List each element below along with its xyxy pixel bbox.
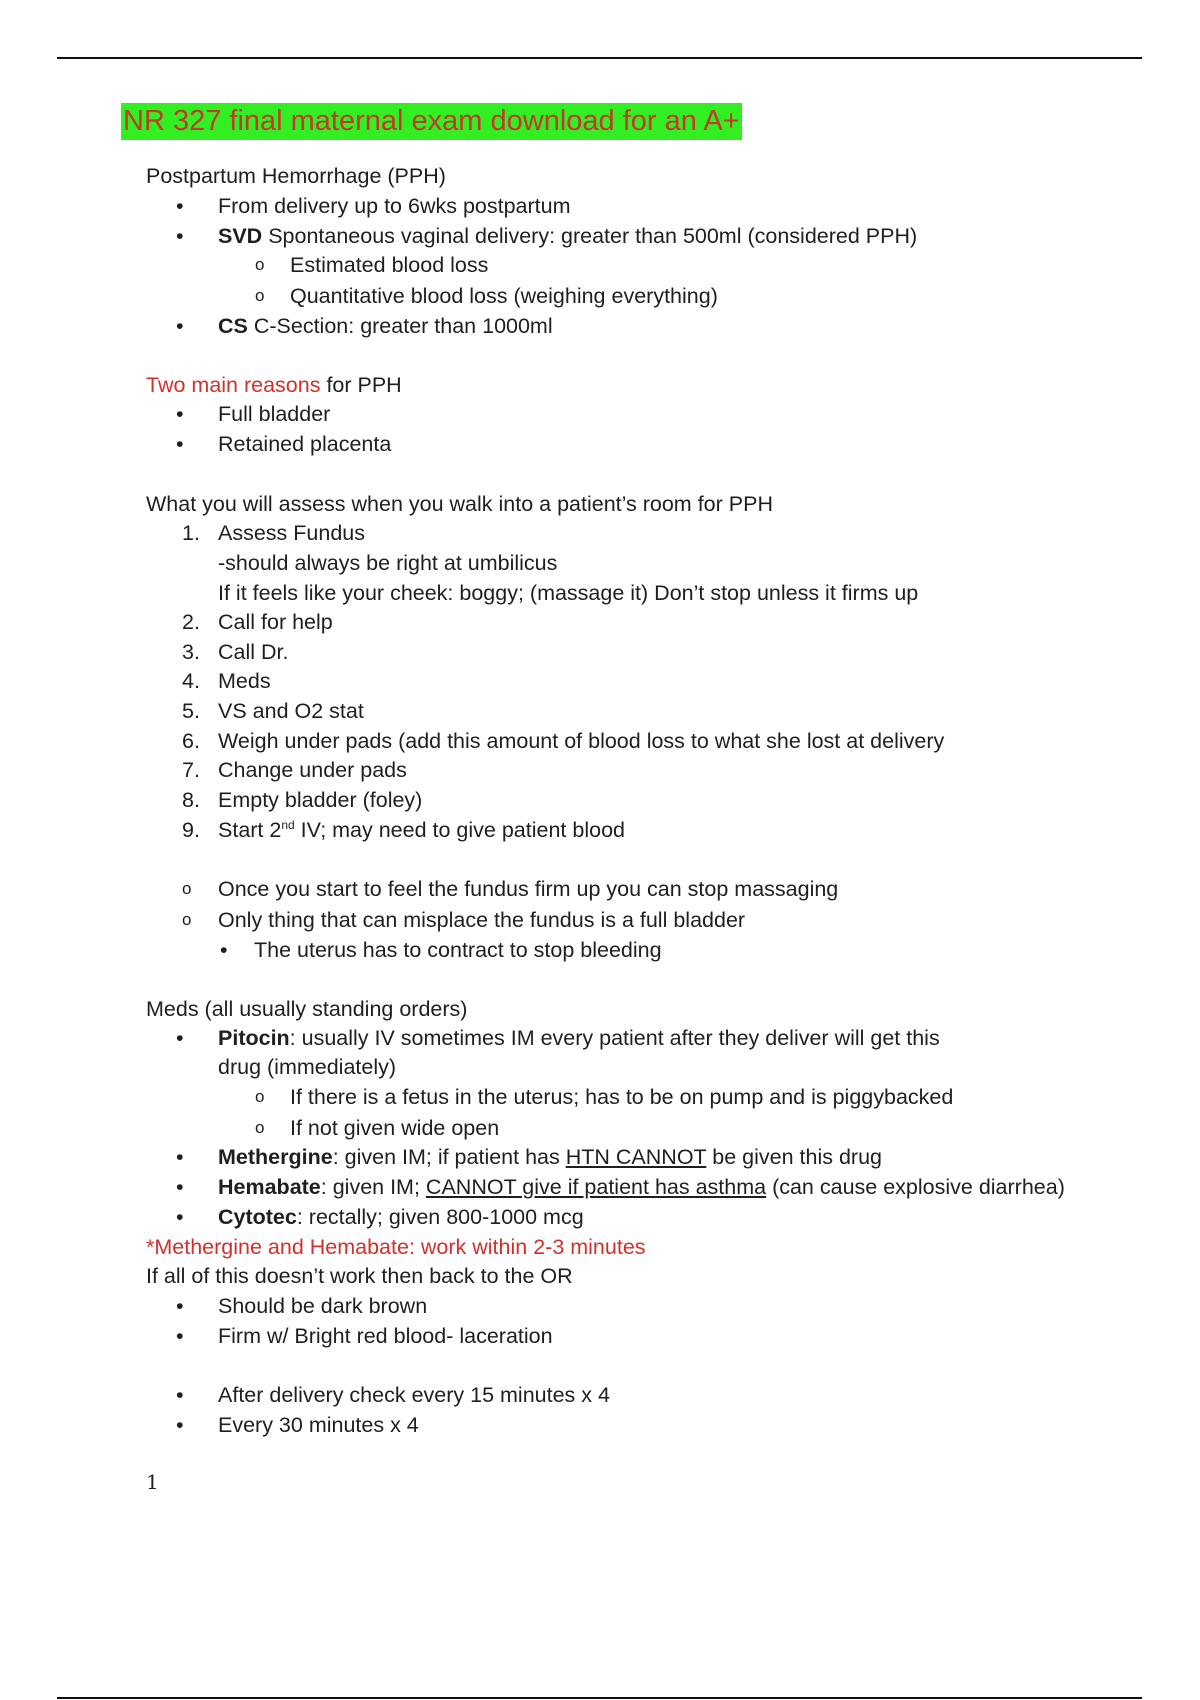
assess-heading: What you will assess when you walk into a patient’s room for PPH — [146, 492, 773, 516]
assess-item-2: Call for help — [218, 610, 333, 634]
bullet-marker: • — [176, 1324, 184, 1348]
assess-item-3: Call Dr. — [218, 640, 289, 664]
document-title: NR 327 final maternal exam download for an A+ — [121, 103, 742, 140]
assess-item-1: Assess Fundus — [218, 521, 365, 545]
bullet-marker: • — [176, 314, 184, 338]
circle-marker: o — [255, 255, 265, 274]
reasons-heading: Two main reasons for PPH — [146, 373, 402, 397]
circle-marker: o — [182, 879, 192, 898]
list-number: 9. — [182, 818, 200, 842]
assess-item-9: Start 2nd IV; may need to give patient blood — [218, 817, 625, 842]
pph-bullet-cs: CS C-Section: greater than 1000ml — [218, 314, 553, 338]
assess-item-1-note-b: If it feels like your cheek: boggy; (massage it) Don’t stop unless it firms up — [218, 581, 919, 605]
med-pitocin-sub-2: If not given wide open — [290, 1116, 500, 1140]
meds-note: *Methergine and Hemabate: work within 2-3 minutes — [146, 1235, 646, 1259]
med-hemabate: Hemabate: given IM; CANNOT give if patient has asthma (can cause explosive diarrhea) — [218, 1175, 1065, 1199]
bullet-marker: • — [176, 1145, 184, 1169]
list-number: 5. — [182, 699, 200, 723]
check-item: Every 30 minutes x 4 — [218, 1413, 419, 1437]
med-pitocin: Pitocin: usually IV sometimes IM every patient after they deliver will get this — [218, 1026, 940, 1050]
assess-item-6: Weigh under pads (add this amount of blood loss to what she lost at delivery — [218, 729, 945, 753]
circle-marker: o — [255, 1118, 265, 1137]
page-number: 1 — [146, 1470, 159, 1494]
pph-bullet-1: From delivery up to 6wks postpartum — [218, 194, 571, 218]
circle-marker: o — [255, 286, 265, 305]
med-pitocin-cont: drug (immediately) — [218, 1055, 397, 1079]
circle-marker: o — [255, 1087, 265, 1106]
bullet-marker: • — [176, 1026, 184, 1050]
bullet-marker: • — [176, 1294, 184, 1318]
or-item: Should be dark brown — [218, 1294, 428, 1318]
bullet-marker: • — [176, 224, 184, 248]
list-number: 6. — [182, 729, 200, 753]
assess-item-8: Empty bladder (foley) — [218, 788, 423, 812]
bottom-rule — [57, 1697, 1142, 1699]
pph-bullet-svd: SVD Spontaneous vaginal delivery: greater than 500ml (considered PPH) — [218, 224, 918, 248]
bullet-marker: • — [176, 1413, 184, 1437]
assess-note-2: Only thing that can misplace the fundus is a full bladder — [218, 908, 746, 932]
list-number: 2. — [182, 610, 200, 634]
assess-item-7: Change under pads — [218, 758, 407, 782]
or-line: If all of this doesn’t work then back to the OR — [146, 1264, 573, 1288]
assess-item-1-note-a: -should always be right at umbilicus — [218, 551, 558, 575]
bullet-marker: • — [220, 938, 228, 962]
pph-sub-1: Estimated blood loss — [290, 253, 489, 277]
bullet-marker: • — [176, 1175, 184, 1199]
assess-note-1: Once you start to feel the fundus firm up you can stop massaging — [218, 877, 839, 901]
bullet-marker: • — [176, 432, 184, 456]
med-cytotec: Cytotec: rectally; given 800-1000 mcg — [218, 1205, 584, 1229]
circle-marker: o — [182, 910, 192, 929]
bullet-marker: • — [176, 1383, 184, 1407]
list-number: 4. — [182, 669, 200, 693]
list-number: 1. — [182, 521, 200, 545]
bullet-marker: • — [176, 194, 184, 218]
meds-heading: Meds (all usually standing orders) — [146, 997, 468, 1021]
reason-item: Retained placenta — [218, 432, 392, 456]
assess-item-5: VS and O2 stat — [218, 699, 364, 723]
bullet-marker: • — [176, 402, 184, 426]
assess-note-2a: The uterus has to contract to stop bleeding — [254, 938, 662, 962]
bullet-marker: • — [176, 1205, 184, 1229]
assess-item-4: Meds — [218, 669, 271, 693]
list-number: 7. — [182, 758, 200, 782]
or-item: Firm w/ Bright red blood- laceration — [218, 1324, 553, 1348]
svd-label: SVD — [218, 224, 263, 248]
med-pitocin-sub-1: If there is a fetus in the uterus; has to be on pump and is piggybacked — [290, 1085, 954, 1109]
check-item: After delivery check every 15 minutes x 4 — [218, 1383, 610, 1407]
cs-label: CS — [218, 314, 248, 338]
list-number: 8. — [182, 788, 200, 812]
reason-item: Full bladder — [218, 402, 331, 426]
pph-heading: Postpartum Hemorrhage (PPH) — [146, 164, 446, 188]
med-methergine: Methergine: given IM; if patient has HTN CANNOT be given this drug — [218, 1145, 882, 1169]
pph-sub-2: Quantitative blood loss (weighing everything) — [290, 284, 718, 308]
list-number: 3. — [182, 640, 200, 664]
